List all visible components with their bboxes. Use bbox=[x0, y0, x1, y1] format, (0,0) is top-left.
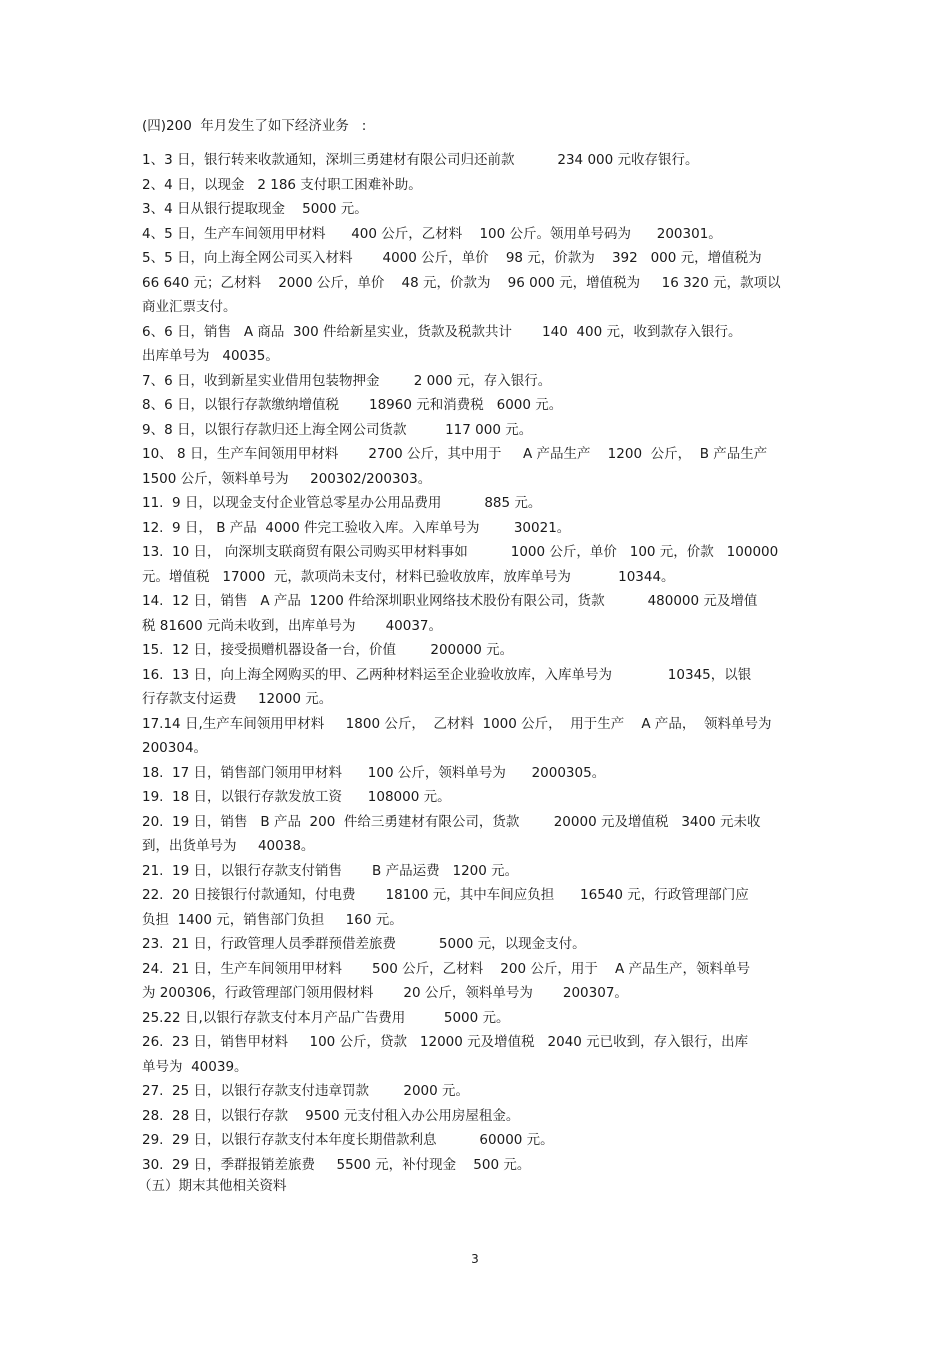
next-section-heading: （五）期末其他相关资料 bbox=[138, 1178, 287, 1194]
transaction-item bbox=[142, 589, 810, 638]
transaction-item bbox=[142, 810, 810, 859]
transaction-line: 27. 25 日，以银行存款支付违章罚款 2000 元。 bbox=[142, 1083, 469, 1099]
page-number: 3 bbox=[471, 1252, 479, 1266]
transaction-line: 21. 19 日，以银行存款支付销售 B 产品运费 1200 元。 bbox=[142, 862, 519, 879]
transaction-line: 26. 23 日，销售甲材料 100 公斤，贷款 12000 元及增值税 2040 元已收到，存入银行，出库 bbox=[142, 1034, 749, 1050]
transaction-line: 4、5 日，生产车间领用甲材料 400 公斤，乙材料 100 公斤。领用单号码为 200301。 bbox=[142, 225, 722, 242]
transaction-item bbox=[142, 761, 810, 786]
transaction-line: 14. 12 日，销售 A 产品 1200 件给深圳职业网络技术股份有限公司，货款 480000 元及增值 bbox=[142, 593, 758, 609]
transaction-item bbox=[142, 540, 810, 589]
transaction-item bbox=[142, 197, 810, 222]
transaction-line: 66 640 元；乙材料 2000 公斤，单价 48 元，价款为 96 000 元，增值税为 16 320 元，款项以 bbox=[142, 274, 781, 291]
transaction-line: 17.14 日,生产车间领用甲材料 1800 公斤， 乙材料 1000 公斤， 用于生产 A 产品， 领料单号为 bbox=[142, 715, 772, 732]
transaction-line: 25.22 日,以银行存款支付本月产品广告费用 5000 元。 bbox=[142, 1009, 510, 1026]
transaction-item bbox=[142, 516, 810, 541]
transaction-item bbox=[142, 712, 810, 761]
transaction-item bbox=[142, 418, 810, 443]
transaction-item bbox=[142, 957, 810, 1006]
transaction-line: 13. 10 日， 向深圳支联商贸有限公司购买甲材料事如 1000 公斤，单价 100 元，价款 100000 bbox=[142, 544, 779, 560]
transaction-item bbox=[142, 1006, 810, 1031]
transaction-line: 为 200306，行政管理部门领用假材料 20 公斤，领料单号为 200307。 bbox=[142, 985, 628, 1001]
transaction-line: 商业汇票支付。 bbox=[142, 299, 237, 315]
transaction-item bbox=[142, 883, 810, 932]
transaction-line: 单号为 40039。 bbox=[142, 1058, 248, 1075]
transaction-item bbox=[142, 246, 810, 320]
transaction-line: 5、5 日，向上海全网公司买入材料 4000 公斤，单价 98 元，价款为 392 000 元，增值税为 bbox=[142, 250, 762, 266]
transaction-item bbox=[142, 442, 810, 491]
transaction-item bbox=[142, 638, 810, 663]
transaction-line: 2、4 日，以现金 2 186 支付职工困难补助。 bbox=[142, 176, 422, 193]
transaction-item bbox=[142, 1104, 810, 1129]
transaction-line: 出库单号为 40035。 bbox=[142, 348, 279, 364]
transaction-item bbox=[142, 1128, 810, 1153]
transaction-line: 7、6 日，收到新星实业借用包装物押金 2 000 元，存入银行。 bbox=[142, 372, 552, 389]
transaction-line: 24. 21 日，生产车间领用甲材料 500 公斤，乙材料 200 公斤，用于 A 产品生产，领料单号 bbox=[142, 960, 751, 977]
transaction-line: 行存款支付运费 12000 元。 bbox=[142, 691, 333, 707]
transaction-item bbox=[142, 932, 810, 957]
transaction-line: 10、 8 日，生产车间领用甲材料 2700 公斤，其中用于 A 产品生产 1200 公斤， B 产品生产 bbox=[142, 446, 768, 462]
transaction-line: 20. 19 日，销售 B 产品 200 件给三勇建材有限公司，货款 20000 元及增值税 3400 元未收 bbox=[142, 813, 761, 830]
transaction-line: 6、6 日，销售 A 商品 300 件给新星实业，货款及税款共计 140 400 元，收到款存入银行。 bbox=[142, 323, 742, 340]
transaction-item bbox=[142, 173, 810, 198]
transaction-line: 税 81600 元尚未收到，出库单号为 40037。 bbox=[142, 617, 443, 634]
transaction-item bbox=[142, 785, 810, 810]
transaction-line: 负担 1400 元，销售部门负担 160 元。 bbox=[142, 911, 403, 928]
transaction-list bbox=[142, 148, 810, 1177]
transaction-line: 3、4 日从银行提取现金 5000 元。 bbox=[142, 201, 368, 217]
transaction-line: 19. 18 日，以银行存款发放工资 108000 元。 bbox=[142, 789, 451, 805]
transaction-item bbox=[142, 859, 810, 884]
transaction-line: 30. 29 日，季群报销差旅费 5500 元，补付现金 500 元。 bbox=[142, 1156, 531, 1173]
transaction-line: 16. 13 日，向上海全网购买的甲、乙两种材料运至企业验收放库，入库单号为 10345，以银 bbox=[142, 666, 752, 683]
transaction-line: 1、3 日，银行转来收款通知，深圳三勇建材有限公司归还前款 234 000 元收存银行。 bbox=[142, 152, 699, 168]
transaction-line: 15. 12 日，接受损赠机器设备一台，价值 200000 元。 bbox=[142, 642, 514, 658]
transaction-item bbox=[142, 663, 810, 712]
transaction-line: 22. 20 日接银行付款通知，付电费 18100 元，其中车间应负担 16540 元，行政管理部门应 bbox=[142, 887, 749, 903]
transaction-item bbox=[142, 369, 810, 394]
transaction-line: 9、8 日，以银行存款归还上海全网公司货款 117 000 元。 bbox=[142, 421, 533, 438]
transaction-line: 元。增值税 17000 元，款项尚未支付，材料已验收放库，放库单号为 10344。 bbox=[142, 568, 675, 585]
transaction-item bbox=[142, 393, 810, 418]
transaction-item bbox=[142, 1153, 810, 1178]
transaction-line: 200304。 bbox=[142, 740, 208, 756]
section-heading: (四)200 年月发生了如下经济业务 : bbox=[142, 118, 367, 134]
transaction-line: 8、6 日，以银行存款缴纳增值税 18960 元和消费税 6000 元。 bbox=[142, 397, 563, 413]
transaction-item bbox=[142, 222, 810, 247]
transaction-line: 到，出货单号为 40038。 bbox=[142, 838, 315, 854]
transaction-item bbox=[142, 148, 810, 173]
transaction-line: 1500 公斤，领料单号为 200302/200303。 bbox=[142, 470, 432, 487]
transaction-line: 29. 29 日，以银行存款支付本年度长期借款利息 60000 元。 bbox=[142, 1132, 554, 1148]
transaction-line: 18. 17 日，销售部门领用甲材料 100 公斤，领料单号为 2000305。 bbox=[142, 764, 606, 781]
transaction-line: 11. 9 日，以现金支付企业管总零星办公用品费用 885 元。 bbox=[142, 495, 542, 511]
transaction-item bbox=[142, 491, 810, 516]
page-content bbox=[138, 116, 810, 1197]
transaction-item bbox=[142, 320, 810, 369]
transaction-line: 28. 28 日，以银行存款 9500 元支付租入办公用房屋租金。 bbox=[142, 1107, 520, 1124]
transaction-item bbox=[142, 1079, 810, 1104]
transaction-line: 12. 9 日， B 产品 4000 件完工验收入库。入库单号为 30021。 bbox=[142, 519, 571, 536]
transaction-line: 23. 21 日，行政管理人员季群预借差旅费 5000 元，以现金支付。 bbox=[142, 936, 586, 952]
transaction-item bbox=[142, 1030, 810, 1079]
